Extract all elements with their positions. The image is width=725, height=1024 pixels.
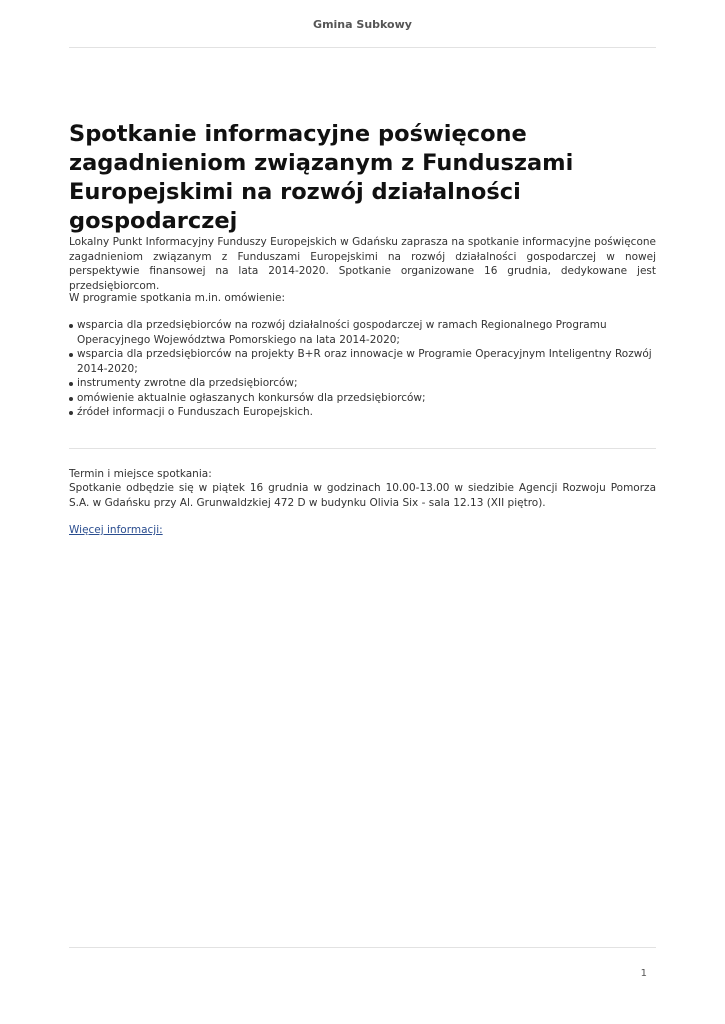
more-info-link[interactable]: Więcej informacji: — [69, 524, 163, 536]
header-divider — [69, 47, 656, 48]
meeting-label: Termin i miejsce spotkania: — [69, 468, 212, 480]
list-item: źródeł informacji o Funduszach Europejskich. — [69, 405, 656, 420]
program-lead: W programie spotkania m.in. omówienie: — [69, 292, 286, 304]
section-divider — [69, 448, 656, 449]
footer-divider — [69, 947, 656, 948]
meeting-details: Spotkanie odbędzie się w piątek 16 grudnia w godzinach 10.00-13.00 w siedzibie Agencji Rozwoju Pomorza S.A. w Gdańsku przy Al. Grunwaldzkiej 472 D w budynku Olivia Six - sala 12.13 (XII piętro). — [69, 482, 656, 509]
article-intro: Lokalny Punkt Informacyjny Funduszy Europejskich w Gdańsku zaprasza na spotkanie informacyjne poświęcone zagadnieniom związanym z Funduszami Europejskimi na rozwój działalności gospodarczej w nowej perspektywie finansowej na lata 2014-2020. Spotkanie organizowane 16 grudnia, dedykowane jest przedsiębiorcom. — [69, 236, 656, 292]
list-item: instrumenty zwrotne dla przedsiębiorców; — [69, 376, 656, 391]
list-item: wsparcia dla przedsiębiorców na projekty B+R oraz innowacje w Programie Operacyjnym Inteligentny Rozwój 2014-2020; — [69, 347, 656, 376]
site-name-header: Gmina Subkowy — [313, 18, 412, 31]
list-item: omówienie aktualnie ogłaszanych konkursów dla przedsiębiorców; — [69, 391, 656, 406]
page-number: 1 — [640, 968, 647, 979]
article-title: Spotkanie informacyjne poświęcone zagadnieniom związanym z Funduszami Europejskimi na rozwój działalności gospodarczej — [69, 121, 574, 234]
list-item: wsparcia dla przedsiębiorców na rozwój działalności gospodarczej w ramach Regionalnego Programu Operacyjnego Województwa Pomorskiego na lata 2014-2020; — [69, 318, 656, 347]
program-list — [69, 318, 656, 420]
